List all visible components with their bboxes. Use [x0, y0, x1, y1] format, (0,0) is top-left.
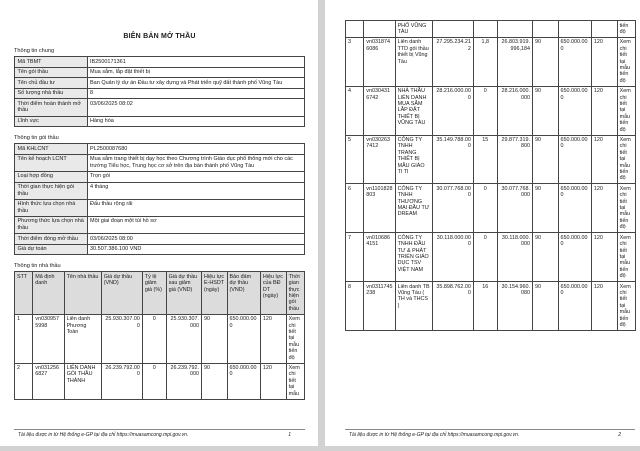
- column-header: Tên nhà thầu: [64, 272, 101, 314]
- cell-guarantee: 650.000.000: [558, 282, 591, 331]
- cell-price: 25.930.307.000: [101, 314, 142, 363]
- info-label: Tên kế hoạch LCNT: [15, 154, 88, 171]
- info-label: Tên gói thầu: [15, 67, 88, 78]
- table-row: [15, 363, 305, 399]
- info-value: 30.507.386.100 VND: [87, 244, 305, 255]
- column-header: Tỷ lệ giảm giá (%): [142, 272, 166, 314]
- cell-duration: Xem chi tiết tại mẫu tiến độ: [617, 37, 635, 86]
- cell-guarantee: 650.000.000: [558, 135, 591, 184]
- section-label-general-info: Thông tin chung: [14, 48, 55, 54]
- cell-price-after: 30.077.768.000: [497, 184, 532, 233]
- cell-duration: Xem chi tiết tại mẫu tiến độ: [617, 282, 635, 331]
- info-label: Số lượng nhà thầu: [15, 88, 88, 99]
- cell-validity: 90: [533, 37, 559, 86]
- cell-price: 30.077.768.000: [432, 184, 473, 233]
- cell-stt: 7: [346, 233, 364, 282]
- page-1: [0, 0, 318, 446]
- table-row-continuation: [346, 21, 636, 38]
- table-row: [15, 67, 305, 78]
- info-value: 03/06/2025 08:00: [87, 234, 305, 245]
- info-value: Trọn gói: [87, 171, 305, 182]
- info-value: IB2500171361: [87, 57, 305, 68]
- column-header: STT: [15, 272, 33, 314]
- cell-discount: 16: [473, 282, 497, 331]
- table-row: [15, 154, 305, 171]
- cell-guarantee: 650.000.000: [558, 233, 591, 282]
- cell-validity: 90: [533, 86, 559, 135]
- cell-price: 30.118.000.000: [432, 233, 473, 282]
- table-row: [15, 57, 305, 68]
- info-label: Thời gian thực hiện gói thầu: [15, 182, 88, 199]
- info-label: Lĩnh vực: [15, 116, 88, 127]
- cell-price-after: 30.118.000.000: [497, 233, 532, 282]
- cell-price: 27.295.234.212: [432, 37, 473, 86]
- table-row: [346, 233, 636, 282]
- cell-id: vn0318746086: [364, 37, 395, 86]
- cell-stt: 3: [346, 37, 364, 86]
- table-row: [15, 99, 305, 116]
- cell-price-after: 25.930.307.000: [166, 314, 201, 363]
- cell-name: PHỐ VŨNG TÀU: [395, 21, 432, 38]
- cell-price-after: [497, 21, 532, 38]
- cell-duration: Xem chi tiết tại mẫu tiến độ: [617, 184, 635, 233]
- cell-duration: Xem chi tiết tại mẫu tiến độ: [617, 135, 635, 184]
- cell-name: Liên danh Phương Toàn: [64, 314, 101, 363]
- info-label: Mã TBMT: [15, 57, 88, 68]
- info-value: 4 tháng: [87, 182, 305, 199]
- cell-id: vn0311745238: [364, 282, 395, 331]
- cell-stt: 4: [346, 86, 364, 135]
- cell-discount: 0: [473, 233, 497, 282]
- bidder-table-page2: [345, 20, 636, 331]
- cell-name: CÔNG TY TNHH THƯƠNG MẠI ĐẦU TƯ DREAM: [395, 184, 432, 233]
- info-value: Đấu thầu rộng rãi: [87, 199, 305, 216]
- cell-id: [364, 21, 395, 38]
- package-info-table: [14, 143, 305, 255]
- page-footer: [345, 429, 635, 439]
- table-row: [346, 135, 636, 184]
- cell-validity: 90: [533, 135, 559, 184]
- cell-discount: 0: [473, 184, 497, 233]
- table-row: [15, 116, 305, 127]
- info-value: Một giai đoạn một túi hồ sơ: [87, 216, 305, 233]
- info-label: Thời điểm đóng mở thầu: [15, 234, 88, 245]
- cell-validity: 90: [533, 184, 559, 233]
- section-label-bidders: Thông tin nhà thầu: [14, 263, 61, 270]
- footer-source-text: Tài liệu được in từ Hệ thống e-GP tại địa chỉ https://muasamcong.mpi.gov.vn.: [349, 432, 520, 438]
- page-number: 2: [618, 432, 621, 438]
- cell-stt: 2: [15, 363, 33, 399]
- column-header: Hiệu lực E-HSDT (ngày): [202, 272, 228, 314]
- cell-id: vn0312566827: [33, 363, 64, 399]
- cell-validity: 90: [202, 363, 228, 399]
- cell-guarantee: 650.000.000: [558, 37, 591, 86]
- cell-guarantee-validity: 120: [591, 282, 617, 331]
- info-label: Loại hợp đồng: [15, 171, 88, 182]
- cell-id: vn0309575998: [33, 314, 64, 363]
- cell-price-after: 30.154.960.080: [497, 282, 532, 331]
- cell-name: NHÀ THẦU LIÊN DANH MUA SẮM LẮP ĐẶT THIẾT BỊ VŨNG TÀU: [395, 86, 432, 135]
- info-label: Giá dự toán: [15, 244, 88, 255]
- cell-validity: 90: [533, 282, 559, 331]
- cell-price: 26.239.792.000: [101, 363, 142, 399]
- cell-price-after: 26.803.919.996,184: [497, 37, 532, 86]
- column-header: Bảo đảm dự thầu (VND): [227, 272, 260, 314]
- table-row: [15, 88, 305, 99]
- table-row: [346, 86, 636, 135]
- cell-guarantee-validity: 120: [260, 314, 286, 363]
- cell-price-after: 28.216.000.000: [497, 86, 532, 135]
- cell-name: CÔNG TY TNHH ĐẦU TƯ & PHÁT TRIỂN GIÁO DỤC TSV VIỆT NAM: [395, 233, 432, 282]
- cell-name: CÔNG TY TNHH TRANG THIẾT BỊ MẪU GIÁO TI TI: [395, 135, 432, 184]
- table-row: [15, 182, 305, 199]
- cell-discount: [473, 21, 497, 38]
- cell-name: LIÊN DANH GÓI THẦU THÀNH: [64, 363, 101, 399]
- cell-discount: 0: [142, 363, 166, 399]
- column-header: Giá dự thầu sau giảm giá (VND): [166, 272, 201, 314]
- general-info-table: [14, 56, 305, 127]
- cell-validity: 90: [533, 233, 559, 282]
- cell-validity: 90: [202, 314, 228, 363]
- table-row: [346, 282, 636, 331]
- page-2: [325, 0, 640, 446]
- cell-guarantee: 650.000.000: [558, 86, 591, 135]
- cell-guarantee: 650.000.000: [227, 363, 260, 399]
- page-number: 1: [288, 432, 291, 438]
- table-row: [346, 184, 636, 233]
- table-row: [15, 171, 305, 182]
- column-header: Hiệu lực của BĐ DT (ngày): [260, 272, 286, 314]
- section-label-package-info: Thông tin gói thầu: [14, 135, 59, 142]
- cell-price-after: 26.239.792.000: [166, 363, 201, 399]
- cell-id: vn0304316742: [364, 86, 395, 135]
- page-footer: [14, 429, 305, 439]
- table-row: [15, 78, 305, 89]
- cell-stt: 5: [346, 135, 364, 184]
- cell-discount: 0: [473, 86, 497, 135]
- cell-id: vn1101828803: [364, 184, 395, 233]
- cell-price: 28.216.000.000: [432, 86, 473, 135]
- cell-duration: Xem chi tiết tại mẫu: [286, 363, 304, 399]
- table-row: [346, 37, 636, 86]
- bidder-table-page1: [14, 271, 305, 399]
- cell-discount: 1,8: [473, 37, 497, 86]
- info-value: Mua sắm, lắp đặt thiết bị: [87, 67, 305, 78]
- info-value: 03/06/2025 08:02: [87, 99, 305, 116]
- cell-price-after: 29.877.319.800: [497, 135, 532, 184]
- cell-stt: [346, 21, 364, 38]
- cell-price: 35.149.788.000: [432, 135, 473, 184]
- cell-stt: 1: [15, 314, 33, 363]
- info-label: Thời điểm hoàn thành mở thầu: [15, 99, 88, 116]
- table-row: [15, 234, 305, 245]
- cell-guarantee-validity: 120: [260, 363, 286, 399]
- table-row: [15, 216, 305, 233]
- cell-duration: Xem chi tiết tại mẫu tiến độ: [617, 233, 635, 282]
- cell-discount: 15: [473, 135, 497, 184]
- cell-guarantee-validity: 120: [591, 184, 617, 233]
- info-value: Ban Quản lý dự án Đầu tư xây dựng và Phát triển quỹ đất thành phố Vũng Tàu: [87, 78, 305, 89]
- cell-stt: 8: [346, 282, 364, 331]
- cell-name: Liên danh TTD gói thầu thiết bị Vũng Tàu: [395, 37, 432, 86]
- cell-stt: 6: [346, 184, 364, 233]
- info-label: Hình thức lựa chọn nhà thầu: [15, 199, 88, 216]
- info-value: PL2500087680: [87, 144, 305, 155]
- info-label: Mã KHLCNT: [15, 144, 88, 155]
- cell-validity: [533, 21, 559, 38]
- table-row: [15, 244, 305, 255]
- table-row: [15, 144, 305, 155]
- cell-discount: 0: [142, 314, 166, 363]
- column-header: Giá dự thầu (VND): [101, 272, 142, 314]
- cell-duration: tiến độ: [617, 21, 635, 38]
- cell-guarantee-validity: 120: [591, 233, 617, 282]
- cell-guarantee-validity: [591, 21, 617, 38]
- cell-guarantee-validity: 120: [591, 86, 617, 135]
- cell-guarantee-validity: 120: [591, 135, 617, 184]
- cell-guarantee-validity: 120: [591, 37, 617, 86]
- cell-guarantee: 650.000.000: [558, 184, 591, 233]
- bidder-table-header-row: [15, 272, 305, 314]
- cell-price: 35.898.762.000: [432, 282, 473, 331]
- table-row: [15, 199, 305, 216]
- info-value: 8: [87, 88, 305, 99]
- cell-duration: Xem chi tiết tại mẫu tiến độ: [617, 86, 635, 135]
- column-header: Mã định danh: [33, 272, 64, 314]
- column-header: Thời gian thực hiện gói thầu: [286, 272, 304, 314]
- cell-id: vn0106864151: [364, 233, 395, 282]
- footer-source-text: Tài liệu được in từ Hệ thống e-GP tại địa chỉ https://muasamcong.mpi.gov.vn.: [18, 432, 189, 438]
- cell-guarantee: [558, 21, 591, 38]
- cell-guarantee: 650.000.000: [227, 314, 260, 363]
- table-row: [15, 314, 305, 363]
- info-value: Mua sắm trang thiết bị dạy học theo Chương trình Giáo dục phổ thông mới cho các trường Tiểu học, Trung học cơ sở trên địa bàn thành phố Vũng Tàu: [87, 154, 305, 171]
- cell-name: Liên danh TB Vũng Tàu ( TH và THCS ): [395, 282, 432, 331]
- cell-id: vn0302637412: [364, 135, 395, 184]
- info-value: Hàng hóa: [87, 116, 305, 127]
- cell-price: [432, 21, 473, 38]
- document-title: BIÊN BẢN MỞ THẦU: [123, 33, 196, 40]
- cell-duration: Xem chi tiết tại mẫu tiến độ: [286, 314, 304, 363]
- info-label: Tên chủ đầu tư: [15, 78, 88, 89]
- info-label: Phương thức lựa chọn nhà thầu: [15, 216, 88, 233]
